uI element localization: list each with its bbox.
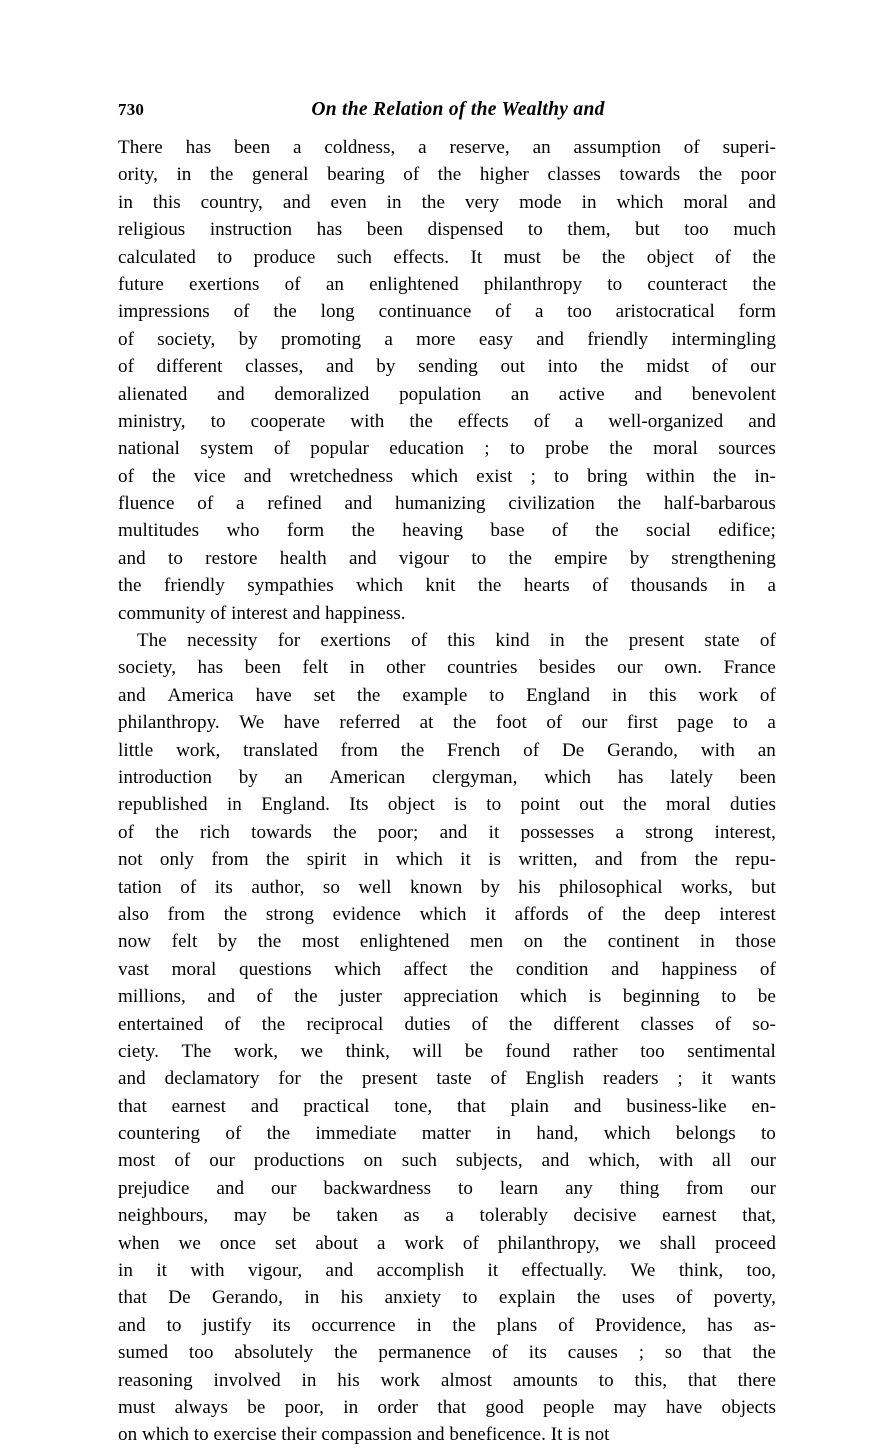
text-line: impressions of the long continuance of a too aristocratical form xyxy=(118,301,776,323)
text-line: ministry, to cooperate with the effects of a well-organized and xyxy=(118,410,776,432)
text-line: in it with vigour, and accomplish it effectually. We think, too, xyxy=(118,1260,776,1282)
text-line: There has been a coldness, a reserve, an assumption of superi- xyxy=(118,137,776,158)
text-line: and America have set the example to England in this work of xyxy=(118,684,776,706)
text-line: when we once set about a work of philanthropy, we shall proceed xyxy=(118,1232,776,1254)
text-line: national system of popular education ; to probe the moral sources xyxy=(118,438,776,460)
text-line: multitudes who form the heaving base of the social edifice; xyxy=(118,520,776,542)
text-line: fluence of a refined and humanizing civilization the half-barbarous xyxy=(118,493,776,515)
text-line: future exertions of an enlightened philanthropy to counteract the xyxy=(118,273,776,295)
text-line: in this country, and even in the very mode in which moral and xyxy=(118,191,776,213)
text-line: of different classes, and by sending out into the midst of our xyxy=(118,356,776,378)
text-line: not only from the spirit in which it is written, and from the repu- xyxy=(118,849,776,871)
text-line: ciety. The work, we think, will be found rather too sentimental xyxy=(118,1040,776,1062)
text-line: alienated and demoralized population an active and benevolent xyxy=(118,383,776,405)
text-line: of society, by promoting a more easy and friendly intermingling xyxy=(118,328,776,350)
text-line: and to restore health and vigour to the empire by strengthening xyxy=(118,547,776,569)
text-line: and declamatory for the present taste of English readers ; it wants xyxy=(118,1068,776,1090)
text-line: religious instruction has been dispensed to them, but too much xyxy=(118,219,776,241)
text-line: must always be poor, in order that good people may have objects xyxy=(118,1396,776,1418)
text-line: countering of the immediate matter in hand, which belongs to xyxy=(118,1123,776,1145)
text-line: introduction by an American clergyman, which has lately been xyxy=(118,766,776,788)
text-line: of the vice and wretchedness which exist ; to bring within the in- xyxy=(118,465,776,487)
text-line: little work, translated from the French of De Gerando, with an xyxy=(118,739,776,761)
text-line: philanthropy. We have referred at the foot of our first page to a xyxy=(118,712,776,734)
text-line: that De Gerando, in his anxiety to explain the uses of poverty, xyxy=(118,1287,776,1309)
text-line: prejudice and our backwardness to learn any thing from our xyxy=(118,1177,776,1199)
text-line: community of interest and happiness. xyxy=(118,602,406,624)
text-line: society, has been felt in other countries besides our own. France xyxy=(118,657,776,679)
text-line: of the rich towards the poor; and it possesses a strong interest, xyxy=(118,821,776,843)
running-head xyxy=(118,99,776,125)
text-line: neighbours, may be taken as a tolerably decisive earnest that, xyxy=(118,1205,776,1227)
text-line: calculated to produce such effects. It must be the object of the xyxy=(118,246,776,268)
text-line: millions, and of the juster appreciation which is beginning to be xyxy=(118,986,776,1008)
page-number: 730 xyxy=(118,100,145,119)
text-line: ority, in the general bearing of the higher classes towards the poor xyxy=(118,164,776,186)
text-line: sumed too absolutely the permanence of its causes ; so that the xyxy=(118,1342,776,1364)
text-line: now felt by the most enlightened men on the continent in those xyxy=(118,931,776,953)
text-line: entertained of the reciprocal duties of the different classes of so- xyxy=(118,1013,776,1035)
text-line: tation of its author, so well known by his philosophical works, but xyxy=(118,876,776,898)
running-title: On the Relation of the Wealthy and xyxy=(311,99,605,120)
text-line: reasoning involved in his work almost amounts to this, that there xyxy=(118,1369,776,1391)
text-line: vast moral questions which affect the condition and happiness of xyxy=(118,958,776,980)
text-line: that earnest and practical tone, that plain and business-like en- xyxy=(118,1095,776,1117)
text-line: also from the strong evidence which it affords of the deep interest xyxy=(118,903,776,925)
text-line: the friendly sympathies which knit the hearts of thousands in a xyxy=(118,575,776,597)
text-line: on which to exercise their compassion and beneficence. It is not xyxy=(118,1424,610,1446)
text-line: most of our productions on such subjects, and which, with all our xyxy=(118,1150,776,1172)
text-line: The necessity for exertions of this kind in the present state of xyxy=(137,630,776,652)
body-text-block xyxy=(118,134,776,1449)
text-line: republished in England. Its object is to point out the moral duties xyxy=(118,794,776,816)
text-line: and to justify its occurrence in the plans of Providence, has as- xyxy=(118,1314,776,1336)
